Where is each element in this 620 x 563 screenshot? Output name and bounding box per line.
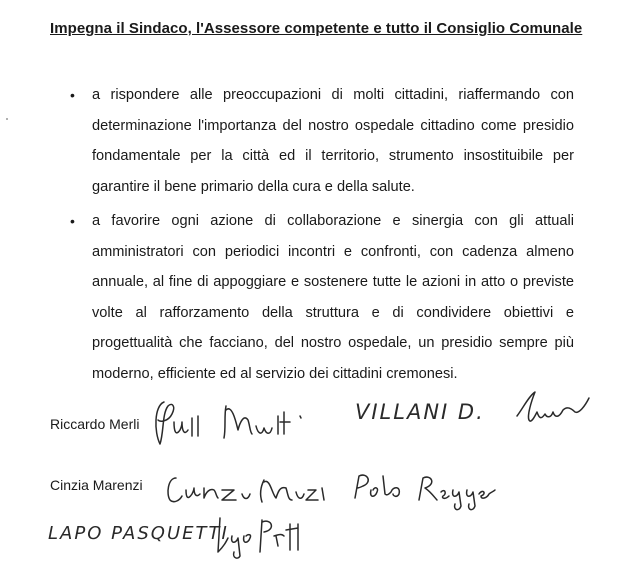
signature-villani: VILLANI D.: [355, 400, 485, 424]
scan-speck: [6, 118, 8, 120]
signer-name-merli: Riccardo Merli: [50, 416, 140, 432]
signature-pasquetti: LAPO PASQUETTI: [48, 523, 229, 544]
bullet-text: a rispondere alle preoccupazioni di molti cittadini, riaffermando con determinazione l'importanza del nostro ospedale cittadino come presidio fondamentale per la città ed il territorio, strumento insostituibile per garantire il bene primario della cura e della salute.: [92, 87, 574, 195]
bullet-list: [70, 80, 574, 393]
signature-pasquetti-mark: [210, 506, 310, 562]
signer-name-marenzi: Cinzia Marenzi: [50, 477, 143, 493]
document-heading: Impegna il Sindaco, l'Assessore competente e tutto il Consiglio Comunale: [50, 20, 583, 37]
signature-paolo: [345, 466, 505, 516]
bullet-icon: •: [70, 87, 75, 103]
list-item: [70, 80, 574, 202]
bullet-text: a favorire ogni azione di collaborazione e sinergia con gli attuali amministratori con periodici incontri e confronti, con cadenza almeno annuale, al fine di appoggiare e sostenere tutte le azioni in atto o previste volte al rafforzamento della struttura e di condividere obiettivi e progettualità che facciano, del nostro ospedale, un presidio sempre più moderno, efficiente ed al servizio dei cittadini cremonesi.: [92, 213, 574, 382]
signature-merli: [150, 392, 320, 452]
list-item: [70, 206, 574, 389]
bullet-icon: •: [70, 213, 75, 229]
signature-villani-mark: [505, 386, 605, 436]
